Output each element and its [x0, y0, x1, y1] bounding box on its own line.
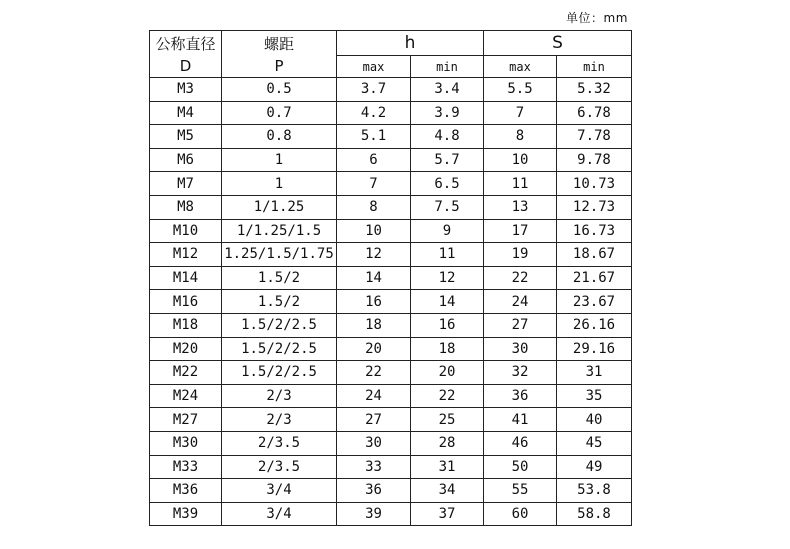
cell-s-max: 30 — [484, 337, 557, 361]
cell-s-max: 24 — [484, 290, 557, 314]
cell-s-min: 18.67 — [557, 243, 632, 267]
cell-s-max: 7 — [484, 101, 557, 125]
cell-pitch: 1.5/2 — [222, 266, 337, 290]
header-p-symbol: P — [222, 56, 337, 78]
cell-s-min: 6.78 — [557, 101, 632, 125]
cell-pitch: 0.7 — [222, 101, 337, 125]
cell-h-min: 4.8 — [411, 125, 484, 149]
cell-s-min: 53.8 — [557, 479, 632, 503]
cell-s-min: 31 — [557, 361, 632, 385]
cell-h-max: 24 — [337, 384, 411, 408]
cell-h-max: 10 — [337, 219, 411, 243]
cell-pitch: 1.5/2/2.5 — [222, 313, 337, 337]
cell-pitch: 1.5/2 — [222, 290, 337, 314]
cell-h-max: 39 — [337, 502, 411, 526]
cell-s-min: 21.67 — [557, 266, 632, 290]
cell-h-min: 12 — [411, 266, 484, 290]
cell-pitch: 1 — [222, 172, 337, 196]
header-s-max: max — [484, 56, 557, 78]
cell-diameter: M6 — [150, 148, 222, 172]
cell-h-min: 22 — [411, 384, 484, 408]
cell-s-min: 40 — [557, 408, 632, 432]
cell-h-min: 18 — [411, 337, 484, 361]
cell-s-max: 17 — [484, 219, 557, 243]
cell-s-max: 11 — [484, 172, 557, 196]
cell-s-min: 7.78 — [557, 125, 632, 149]
cell-s-min: 49 — [557, 455, 632, 479]
cell-h-min: 31 — [411, 455, 484, 479]
table-row — [150, 455, 632, 479]
cell-s-max: 41 — [484, 408, 557, 432]
cell-pitch: 1/1.25/1.5 — [222, 219, 337, 243]
cell-h-max: 27 — [337, 408, 411, 432]
table-row — [150, 266, 632, 290]
cell-h-max: 16 — [337, 290, 411, 314]
cell-pitch: 1 — [222, 148, 337, 172]
cell-h-min: 11 — [411, 243, 484, 267]
header-s: S — [484, 31, 632, 56]
cell-s-min: 29.16 — [557, 337, 632, 361]
cell-h-max: 14 — [337, 266, 411, 290]
cell-h-min: 28 — [411, 431, 484, 455]
cell-pitch: 3/4 — [222, 502, 337, 526]
cell-s-min: 16.73 — [557, 219, 632, 243]
cell-h-min: 7.5 — [411, 195, 484, 219]
table-row — [150, 384, 632, 408]
table-row — [150, 195, 632, 219]
cell-s-min: 58.8 — [557, 502, 632, 526]
cell-s-max: 50 — [484, 455, 557, 479]
cell-diameter: M10 — [150, 219, 222, 243]
cell-s-max: 13 — [484, 195, 557, 219]
cell-h-max: 4.2 — [337, 101, 411, 125]
cell-h-max: 6 — [337, 148, 411, 172]
cell-pitch: 2/3 — [222, 384, 337, 408]
cell-diameter: M7 — [150, 172, 222, 196]
cell-pitch: 2/3.5 — [222, 455, 337, 479]
cell-h-min: 20 — [411, 361, 484, 385]
cell-h-min: 34 — [411, 479, 484, 503]
cell-pitch: 1.5/2/2.5 — [222, 361, 337, 385]
cell-diameter: M8 — [150, 195, 222, 219]
cell-h-max: 36 — [337, 479, 411, 503]
cell-diameter: M16 — [150, 290, 222, 314]
cell-s-min: 23.67 — [557, 290, 632, 314]
cell-s-max: 10 — [484, 148, 557, 172]
cell-h-min: 6.5 — [411, 172, 484, 196]
cell-pitch: 3/4 — [222, 479, 337, 503]
header-pitch: 螺距 — [222, 31, 337, 56]
cell-s-max: 55 — [484, 479, 557, 503]
cell-s-max: 36 — [484, 384, 557, 408]
cell-h-max: 18 — [337, 313, 411, 337]
cell-h-min: 25 — [411, 408, 484, 432]
cell-s-max: 60 — [484, 502, 557, 526]
cell-diameter: M18 — [150, 313, 222, 337]
table-row — [150, 361, 632, 385]
cell-h-max: 22 — [337, 361, 411, 385]
header-s-min: min — [557, 56, 632, 78]
cell-h-min: 16 — [411, 313, 484, 337]
cell-h-max: 33 — [337, 455, 411, 479]
cell-h-min: 14 — [411, 290, 484, 314]
cell-diameter: M27 — [150, 408, 222, 432]
cell-diameter: M14 — [150, 266, 222, 290]
header-d-symbol: D — [150, 56, 222, 78]
cell-h-min: 5.7 — [411, 148, 484, 172]
cell-pitch: 0.5 — [222, 78, 337, 102]
cell-s-max: 19 — [484, 243, 557, 267]
table-row — [150, 125, 632, 149]
cell-s-max: 27 — [484, 313, 557, 337]
cell-pitch: 1.5/2/2.5 — [222, 337, 337, 361]
cell-h-min: 3.4 — [411, 78, 484, 102]
table-row — [150, 290, 632, 314]
cell-h-max: 5.1 — [337, 125, 411, 149]
cell-h-max: 12 — [337, 243, 411, 267]
cell-s-max: 46 — [484, 431, 557, 455]
cell-diameter: M33 — [150, 455, 222, 479]
cell-s-min: 35 — [557, 384, 632, 408]
cell-s-min: 5.32 — [557, 78, 632, 102]
cell-pitch: 2/3 — [222, 408, 337, 432]
cell-diameter: M30 — [150, 431, 222, 455]
cell-h-max: 8 — [337, 195, 411, 219]
cell-s-max: 5.5 — [484, 78, 557, 102]
cell-diameter: M20 — [150, 337, 222, 361]
table-row — [150, 502, 632, 526]
cell-h-min: 9 — [411, 219, 484, 243]
table-row — [150, 78, 632, 102]
header-row-bottom — [150, 56, 632, 78]
cell-pitch: 1.25/1.5/1.75 — [222, 243, 337, 267]
cell-diameter: M39 — [150, 502, 222, 526]
table-row — [150, 313, 632, 337]
nut-dimensions-table — [149, 30, 632, 526]
table-row — [150, 479, 632, 503]
cell-diameter: M22 — [150, 361, 222, 385]
header-row-top — [150, 31, 632, 56]
cell-s-max: 22 — [484, 266, 557, 290]
cell-s-max: 32 — [484, 361, 557, 385]
cell-h-max: 20 — [337, 337, 411, 361]
cell-diameter: M3 — [150, 78, 222, 102]
cell-pitch: 2/3.5 — [222, 431, 337, 455]
cell-diameter: M36 — [150, 479, 222, 503]
cell-diameter: M4 — [150, 101, 222, 125]
table-row — [150, 408, 632, 432]
cell-h-max: 7 — [337, 172, 411, 196]
table-row — [150, 101, 632, 125]
cell-pitch: 0.8 — [222, 125, 337, 149]
unit-label: 单位：mm — [566, 11, 628, 25]
table-row — [150, 431, 632, 455]
table-body — [150, 78, 632, 526]
header-h: h — [337, 31, 484, 56]
header-h-min: min — [411, 56, 484, 78]
cell-h-max: 30 — [337, 431, 411, 455]
cell-h-max: 3.7 — [337, 78, 411, 102]
table-row — [150, 337, 632, 361]
cell-diameter: M12 — [150, 243, 222, 267]
table-row — [150, 219, 632, 243]
cell-s-min: 9.78 — [557, 148, 632, 172]
table-row — [150, 148, 632, 172]
cell-diameter: M5 — [150, 125, 222, 149]
cell-s-min: 26.16 — [557, 313, 632, 337]
cell-diameter: M24 — [150, 384, 222, 408]
cell-s-max: 8 — [484, 125, 557, 149]
cell-h-min: 37 — [411, 502, 484, 526]
table-row — [150, 172, 632, 196]
header-h-max: max — [337, 56, 411, 78]
cell-s-min: 45 — [557, 431, 632, 455]
cell-h-min: 3.9 — [411, 101, 484, 125]
table-row — [150, 243, 632, 267]
header-nominal-diameter: 公称直径 — [150, 31, 222, 56]
cell-pitch: 1/1.25 — [222, 195, 337, 219]
cell-s-min: 12.73 — [557, 195, 632, 219]
cell-s-min: 10.73 — [557, 172, 632, 196]
